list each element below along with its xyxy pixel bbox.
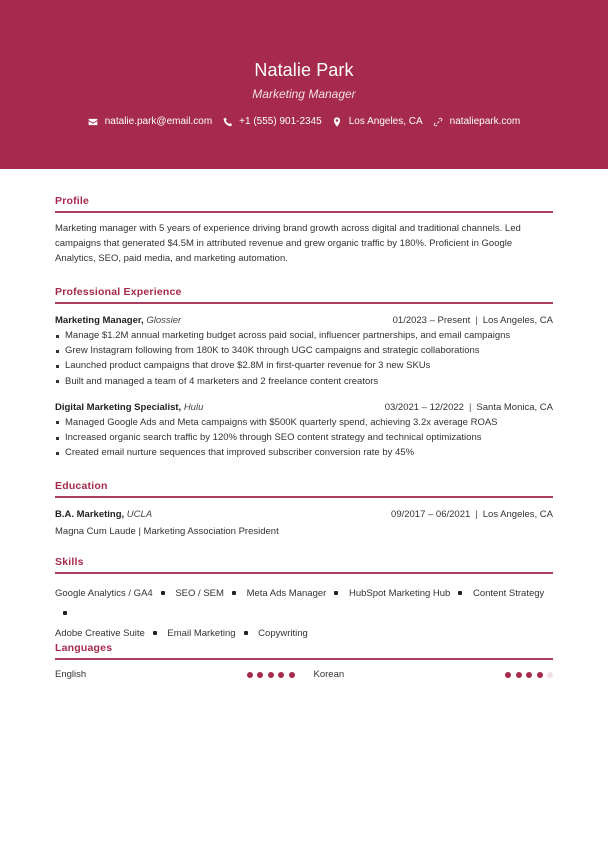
rating-dot-filled (505, 672, 511, 678)
job-dates: 01/2023 – Present (392, 315, 471, 326)
meta-separator: | (475, 509, 478, 520)
rating-dot-filled (516, 672, 522, 678)
candidate-name: Natalie Park (254, 60, 354, 80)
contact-email-text: natalie.park@email.com (104, 116, 213, 127)
language-item (55, 669, 295, 680)
candidate-title: Marketing Manager (252, 87, 356, 101)
meta-separator: | (475, 315, 478, 326)
skill-item: HubSpot Marketing Hub (348, 588, 451, 599)
email-icon (88, 116, 99, 127)
resume-header (0, 0, 608, 169)
section-divider (55, 496, 553, 498)
bullet-item: Managed Google Ads and Meta campaigns with $500K quarterly spend, achieving 3.2x average ROAS (55, 415, 553, 430)
bullet-item: Grew Instagram following from 180K to 340K through UGC campaigns and strategic collaborations (55, 343, 553, 358)
rating-dot-filled (526, 672, 532, 678)
section-heading: Skills (55, 556, 84, 568)
job-role: Digital Marketing Specialist, (55, 401, 182, 413)
skill-separator (334, 591, 338, 595)
skill-item: Content Strategy (472, 588, 545, 599)
education-header (55, 508, 553, 522)
language-item (314, 669, 554, 680)
job-company: Hulu (183, 401, 204, 413)
skill-separator (232, 591, 236, 595)
job-entry (55, 401, 553, 461)
section-divider (55, 211, 553, 213)
section-heading: Professional Experience (55, 286, 182, 298)
proficiency-rating (501, 672, 554, 678)
skill-item: Google Analytics / GA4 (55, 588, 153, 599)
contact-location-text: Los Angeles, CA (348, 116, 423, 127)
phone-icon (222, 116, 233, 127)
job-location: Los Angeles, CA (482, 315, 553, 326)
contact-phone-text: +1 (555) 901-2345 (239, 116, 322, 127)
section-divider (55, 658, 553, 660)
job-bullets (55, 328, 553, 389)
skill-item: Copywriting (258, 628, 308, 639)
profile-summary: Marketing manager with 5 years of experience driving brand growth across digital and traditional channels. Led campaigns that generated $4.5M in attributed revenue and grew organic traffic by 180%. Proficient in Google Analytics, SEO, paid media, and marketing automation. (55, 223, 521, 264)
location-icon (332, 116, 343, 127)
profile-section (55, 194, 553, 266)
section-heading: Languages (55, 642, 113, 654)
job-company: Glossier (146, 315, 182, 326)
bullet-item: Manage $1.2M annual marketing budget across paid social, influencer partnerships, and email campaigns (55, 328, 553, 343)
job-location: Santa Monica, CA (476, 401, 553, 413)
section-divider (55, 572, 553, 574)
contact-location (332, 116, 423, 127)
contact-bar (0, 116, 608, 127)
skill-item: Adobe Creative Suite (55, 628, 145, 639)
degree: B.A. Marketing, (55, 509, 125, 520)
skill-separator (458, 591, 462, 595)
rating-dot-filled (537, 672, 543, 678)
rating-dot-filled (278, 672, 284, 678)
section-heading: Profile (55, 195, 90, 207)
link-icon (433, 116, 444, 127)
language-name: English (55, 669, 87, 680)
language-name: Korean (313, 669, 345, 680)
job-header (55, 401, 553, 415)
contact-email[interactable] (88, 116, 212, 127)
job-header (55, 314, 553, 328)
job-role: Marketing Manager, (55, 315, 144, 326)
contact-website[interactable] (433, 116, 521, 127)
school: UCLA (126, 509, 153, 520)
education-location: Los Angeles, CA (482, 509, 553, 520)
rating-dot-filled (257, 672, 263, 678)
skills-section (55, 555, 553, 644)
section-divider (55, 302, 553, 304)
skill-item: Meta Ads Manager (246, 588, 327, 599)
skill-item: Email Marketing (167, 628, 236, 639)
proficiency-rating (242, 672, 295, 678)
job-bullets (55, 415, 553, 461)
experience-section (55, 285, 553, 460)
bullet-item: Launched product campaigns that drove $2.8M in first-quarter revenue for 3 new SKUs (55, 358, 553, 373)
job-dates: 03/2021 – 12/2022 (384, 401, 464, 413)
languages-list (55, 669, 553, 680)
education-section (55, 479, 553, 539)
job-entry (55, 314, 553, 389)
bullet-item: Increased organic search traffic by 120% through SEO content strategy and technical optimizations (55, 430, 553, 445)
bullet-item: Built and managed a team of 4 marketers and 2 freelance content creators (55, 374, 553, 389)
bullet-item: Created email nurture sequences that improved subscriber conversion rate by 45% (55, 445, 553, 460)
contact-phone[interactable] (222, 116, 322, 127)
skill-separator (161, 591, 165, 595)
languages-section (55, 641, 553, 680)
rating-dot-filled (268, 672, 274, 678)
skill-item: SEO / SEM (175, 588, 224, 599)
meta-separator: | (468, 401, 472, 413)
education-details: Magna Cum Laude | Marketing Association President (55, 526, 279, 537)
skills-list (55, 584, 553, 644)
skill-separator (244, 631, 248, 635)
rating-dot-filled (247, 672, 253, 678)
skill-separator (63, 611, 67, 615)
education-dates: 09/2017 – 06/2021 (391, 509, 471, 520)
contact-website-text: nataliepark.com (449, 116, 521, 127)
rating-dot-empty (547, 672, 553, 678)
section-heading: Education (55, 480, 108, 492)
skill-separator (153, 631, 157, 635)
rating-dot-filled (289, 672, 295, 678)
